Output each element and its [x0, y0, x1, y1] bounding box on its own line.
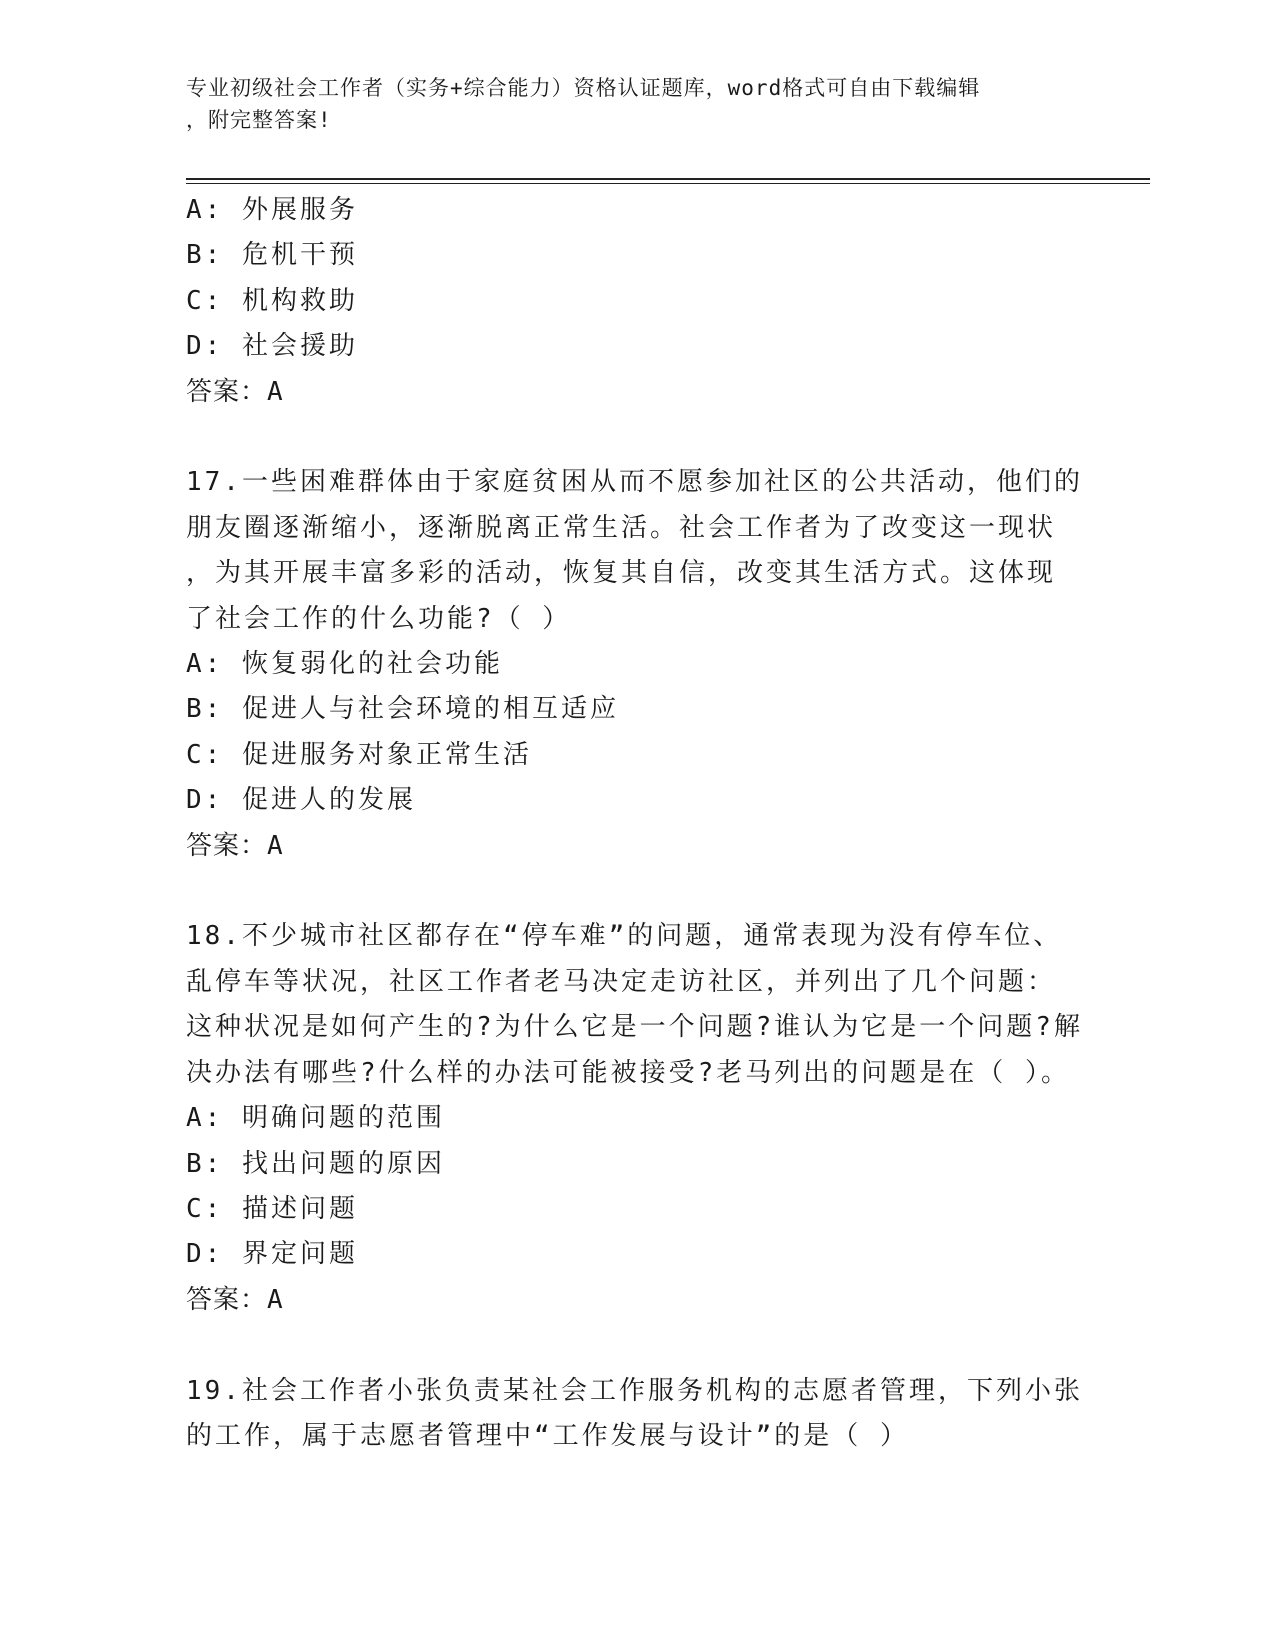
- header-title-line-1: 专业初级社会工作者（实务+综合能力）资格认证题库，word格式可自由下载编辑: [186, 76, 981, 100]
- question-18: [186, 914, 1086, 1323]
- option-d: D: 界定问题: [186, 1239, 358, 1270]
- question-stem-line: 决办法有哪些?什么样的办法可能被接受?老马列出的问题是在（ ）。: [186, 1057, 1070, 1088]
- option-d: D: 促进人的发展: [186, 785, 416, 816]
- option-b: B: 找出问题的原因: [186, 1148, 445, 1179]
- question-17: [186, 460, 1086, 869]
- header-rule-thin: [186, 183, 1150, 184]
- document-header: [186, 72, 1086, 136]
- answer-line: 答案：A: [186, 830, 284, 861]
- header-title-line-2: ，附完整答案!: [186, 108, 332, 132]
- question-gap: [186, 415, 1086, 460]
- answer-line: 答案：A: [186, 1284, 284, 1315]
- answer-line: 答案：A: [186, 376, 284, 407]
- option-d: D: 社会援助: [186, 331, 358, 362]
- option-b: B: 促进人与社会环境的相互适应: [186, 694, 619, 725]
- question-stem-line: 乱停车等状况，社区工作者老马决定走访社区，并列出了几个问题：: [186, 966, 1057, 997]
- option-c: C: 描述问题: [186, 1193, 358, 1224]
- option-b: B: 危机干预: [186, 240, 358, 271]
- question-stem-line: 19.社会工作者小张负责某社会工作服务机构的志愿者管理，下列小张: [186, 1375, 1083, 1406]
- question-gap: [186, 1323, 1086, 1368]
- question-19: [186, 1369, 1086, 1460]
- question-stem-line: 18.不少城市社区都存在“停车难”的问题，通常表现为没有停车位、: [186, 921, 1063, 952]
- question-stem-line: 了社会工作的什么功能?（ ）: [186, 603, 572, 634]
- question-stem-line: 朋友圈逐渐缩小，逐渐脱离正常生活。社会工作者为了改变这一现状: [186, 512, 1057, 543]
- question-gap: [186, 869, 1086, 914]
- question-16: [186, 188, 1086, 415]
- option-a: A: 明确问题的范围: [186, 1103, 445, 1134]
- question-stem-line: 17.一些困难群体由于家庭贫困从而不愿参加社区的公共活动，他们的: [186, 467, 1083, 498]
- question-list: [186, 188, 1086, 1459]
- option-c: C: 促进服务对象正常生活: [186, 739, 532, 770]
- question-stem-line: 的工作，属于志愿者管理中“工作发展与设计”的是（ ）: [186, 1420, 909, 1451]
- option-a: A: 恢复弱化的社会功能: [186, 649, 503, 680]
- option-c: C: 机构救助: [186, 285, 358, 316]
- question-stem-line: ，为其开展丰富多彩的活动，恢复其自信，改变其生活方式。这体现: [186, 558, 1057, 589]
- header-rule-thick: [186, 178, 1150, 180]
- question-stem-line: 这种状况是如何产生的?为什么它是一个问题?谁认为它是一个问题?解: [186, 1012, 1083, 1043]
- option-a: A: 外展服务: [186, 195, 358, 225]
